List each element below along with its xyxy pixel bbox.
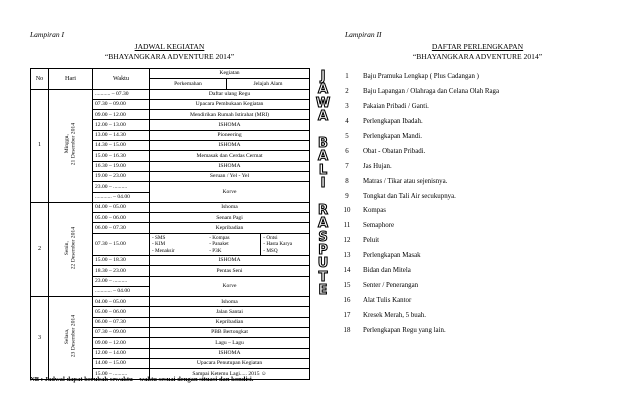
equipment-number: 6 — [345, 147, 349, 155]
day-number: 3 — [31, 297, 49, 379]
schedule-row — [31, 202, 310, 212]
activity-cell: Ishoma — [150, 202, 310, 212]
equipment-text: Kompas — [363, 207, 386, 215]
time-cell: 12.00 – 13.00 — [93, 120, 150, 130]
equipment-number: 1 — [345, 73, 349, 80]
banner-letter: R — [317, 202, 328, 218]
korve-cell: Korve — [150, 182, 310, 203]
activity-cell: PBB Bertongkat — [150, 328, 310, 338]
banner-letter: I — [320, 176, 326, 192]
equipment-title: DAFTAR PERLENGKAPAN — [431, 42, 524, 51]
equipment-text: Jas Hujan. — [363, 162, 392, 170]
equipment-number: 16 — [343, 297, 351, 305]
activity-cell: Lagu – Lagu — [150, 338, 310, 348]
banner-letters — [313, 70, 333, 298]
equipment-number: 18 — [343, 326, 351, 334]
post-activities-grid — [150, 234, 309, 255]
activity-cell: ISHOMA — [150, 348, 310, 358]
equipment-text: Baju Pramuka Lengkap ( Plus Cadangan ) — [363, 73, 479, 80]
equipment-text: Semaphore — [363, 222, 394, 230]
time-cell: 15.00 – 16.30 — [93, 151, 150, 161]
equipment-number: 7 — [345, 162, 349, 170]
equipment-text: Tongkat dan Tali Air secukupnya. — [363, 192, 456, 200]
activity-cell: ISHOMA — [150, 161, 310, 171]
equipment-text: Perlengkapan Mandi. — [363, 132, 422, 140]
banner-letter: A — [317, 216, 329, 232]
day-number: 1 — [31, 89, 49, 202]
schedule-row — [31, 297, 310, 307]
equipment-title-block — [345, 42, 610, 62]
activity-cell: Senam Pagi — [150, 213, 310, 223]
day-label-text: Minggu, 21 Desember 2014 — [64, 122, 77, 166]
equipment-number: 11 — [343, 222, 351, 230]
equipment-number: 5 — [345, 132, 349, 140]
time-cell: 23.00 – .......... — [93, 182, 150, 192]
activity-cell: Sampai Ketemu Lagi..... 2015 ☺ — [150, 369, 310, 379]
lampiran-label-right: Lampiran II — [345, 30, 382, 39]
equipment-text: Pakaian Pribadi / Ganti. — [363, 102, 429, 110]
time-cell: 07.30 – 15.00 — [93, 233, 150, 255]
equipment-number: 2 — [345, 87, 349, 95]
activity-cell: Upacara Penutupan Kegiatan — [150, 358, 310, 368]
header-hari: Hari — [49, 69, 93, 90]
activity-cell: Pentas Seni — [150, 266, 310, 276]
schedule-table — [30, 68, 310, 380]
schedule-subtitle: “BHAYANGKARA ADVENTURE 2014” — [104, 52, 235, 61]
banner-gap — [313, 191, 333, 204]
activity-cell: Kepribadian — [150, 223, 310, 233]
equipment-text: Senter / Penerangan — [363, 282, 419, 290]
time-cell: 16.30 – 19.00 — [93, 161, 150, 171]
day-label-text: Senin, 22 Desember 2014 — [64, 226, 77, 269]
post-activity-group: - Ontsi - Hasta Karya - MSQ — [263, 234, 293, 254]
banner-letter: E — [318, 283, 328, 299]
banner-letter: P — [318, 243, 328, 259]
day-label — [49, 297, 93, 379]
time-cell: 13.00 – 14.30 — [93, 130, 150, 140]
time-cell: ........... – 07.30 — [93, 89, 150, 99]
activity-cell: Kepribadian — [150, 317, 310, 327]
equipment-number: 10 — [343, 207, 351, 215]
equipment-number: 13 — [343, 252, 351, 260]
activity-cell: ISHOMA — [150, 255, 310, 265]
banner-letter: A — [317, 149, 329, 165]
equipment-number: 17 — [343, 312, 351, 319]
post-activities-cell — [150, 233, 310, 255]
equipment-text: Perlengkapan Masak — [363, 252, 421, 260]
equipment-number: 14 — [343, 267, 351, 275]
activity-cell: ISHOMA — [150, 120, 310, 130]
day-label — [49, 89, 93, 202]
activity-cell: Upacara Pembukaan Kegiatan — [150, 99, 310, 109]
header-waktu: Waktu — [93, 69, 150, 90]
schedule-note: NB : Jadwal dapat berubah sewaktu – waktu sesuai dengan situasi dan kondisi. — [30, 376, 254, 383]
activity-cell: ISHOMA — [150, 141, 310, 151]
time-cell: 12.00 – 14.00 — [93, 348, 150, 358]
time-cell: 04.00 – 05.00 — [93, 202, 150, 212]
time-cell: 23.00 – .......... — [93, 276, 150, 286]
equipment-text: Baju Lapangan / Olahraga dan Celana Olah Raga — [363, 87, 500, 95]
schedule-title-block — [30, 42, 309, 62]
equipment-text: Peluit — [363, 237, 380, 245]
equipment-number: 4 — [345, 117, 349, 125]
time-cell: 06.00 – 07.30 — [93, 317, 150, 327]
time-cell: 07.30 – 09.00 — [93, 99, 150, 109]
time-cell: 09.00 – 12.00 — [93, 338, 150, 348]
banner-letter: S — [318, 229, 328, 245]
activity-cell: Seruan / Yel - Yel — [150, 171, 310, 181]
schedule-title: JADWAL KEGIATAN — [134, 42, 205, 51]
time-cell: 14.00 – 15.00 — [93, 358, 150, 368]
header-kegiatan: Kegiatan — [150, 69, 310, 79]
time-cell: 15.00 – 18.30 — [93, 255, 150, 265]
header-jelajah-alam: Jelajah Alam — [227, 79, 310, 89]
equipment-subtitle: “BHAYANGKARA ADVENTURE 2014” — [412, 52, 543, 61]
equipment-text: Perlengkapan Ibadah. — [363, 117, 423, 125]
banner-letter: T — [318, 269, 328, 285]
post-activity-group: - Kompas - Panaket - P3K — [207, 234, 261, 255]
time-cell: 15.00 – .......... — [93, 369, 150, 379]
banner-letter: B — [318, 135, 328, 151]
schedule-row — [31, 89, 310, 99]
banner-letter: J — [320, 69, 326, 84]
activity-cell: Daftar ulang Regu — [150, 89, 310, 99]
time-cell: 04.00 – 05.00 — [93, 297, 150, 307]
equipment-number: 9 — [345, 192, 349, 200]
equipment-number: 15 — [343, 282, 351, 290]
banner-letter: L — [318, 162, 328, 178]
banner-letter: A — [317, 82, 329, 98]
lampiran-label-left: Lampiran I — [30, 30, 64, 39]
time-cell: 07.30 – 09.00 — [93, 328, 150, 338]
time-cell: 09.00 – 12.00 — [93, 110, 150, 120]
header-no: No — [31, 69, 49, 90]
banner-gap — [313, 124, 333, 137]
equipment-text: Alat Tulis Kantor — [363, 297, 412, 305]
equipment-number: 3 — [345, 102, 349, 110]
post-activity-group: - SMS - KIM - Menaksir — [152, 234, 175, 254]
equipment-text: Matras / Tikar atau sejenisnya. — [363, 177, 448, 185]
time-cell: ............ – 04.00 — [93, 286, 150, 296]
korve-cell: Korve — [150, 276, 310, 297]
banner-letter: U — [317, 256, 329, 272]
header-perkemahan: Perkemahan — [150, 79, 227, 89]
time-cell: 14.30 – 15.00 — [93, 141, 150, 151]
activity-cell: Memasak dan Cerdas Cermat — [150, 151, 310, 161]
equipment-text: Perlengkapan Regu yang lain. — [363, 326, 446, 334]
day-label-text: Selasa, 23 Desember 2014 — [64, 314, 77, 358]
time-cell: ............ – 04.00 — [93, 192, 150, 202]
activity-cell: Ishoma — [150, 297, 310, 307]
banner-letter: W — [315, 95, 331, 111]
time-cell: 06.00 – 07.30 — [93, 223, 150, 233]
time-cell: 05.00 – 06.00 — [93, 307, 150, 317]
schedule-body — [31, 89, 310, 379]
equipment-text: Obat - Obatan Pribadi. — [363, 147, 426, 155]
time-cell: 19.00 – 23.00 — [93, 171, 150, 181]
equipment-text: Kresek Merah, 5 buah. — [363, 312, 426, 319]
equipment-number: 8 — [345, 177, 349, 185]
equipment-text: Bidan dan Mitela — [363, 267, 411, 275]
time-cell: 18.30 – 23.00 — [93, 266, 150, 276]
activity-cell: Mendirikan Rumah Istirahat (MRI) — [150, 110, 310, 120]
time-cell: 05.00 – 06.00 — [93, 213, 150, 223]
equipment-number: 12 — [343, 237, 351, 245]
day-number: 2 — [31, 202, 49, 296]
activity-cell: Pioneering — [150, 130, 310, 140]
day-label — [49, 202, 93, 296]
banner-letter: A — [317, 109, 329, 125]
activity-cell: Jalan Santai — [150, 307, 310, 317]
